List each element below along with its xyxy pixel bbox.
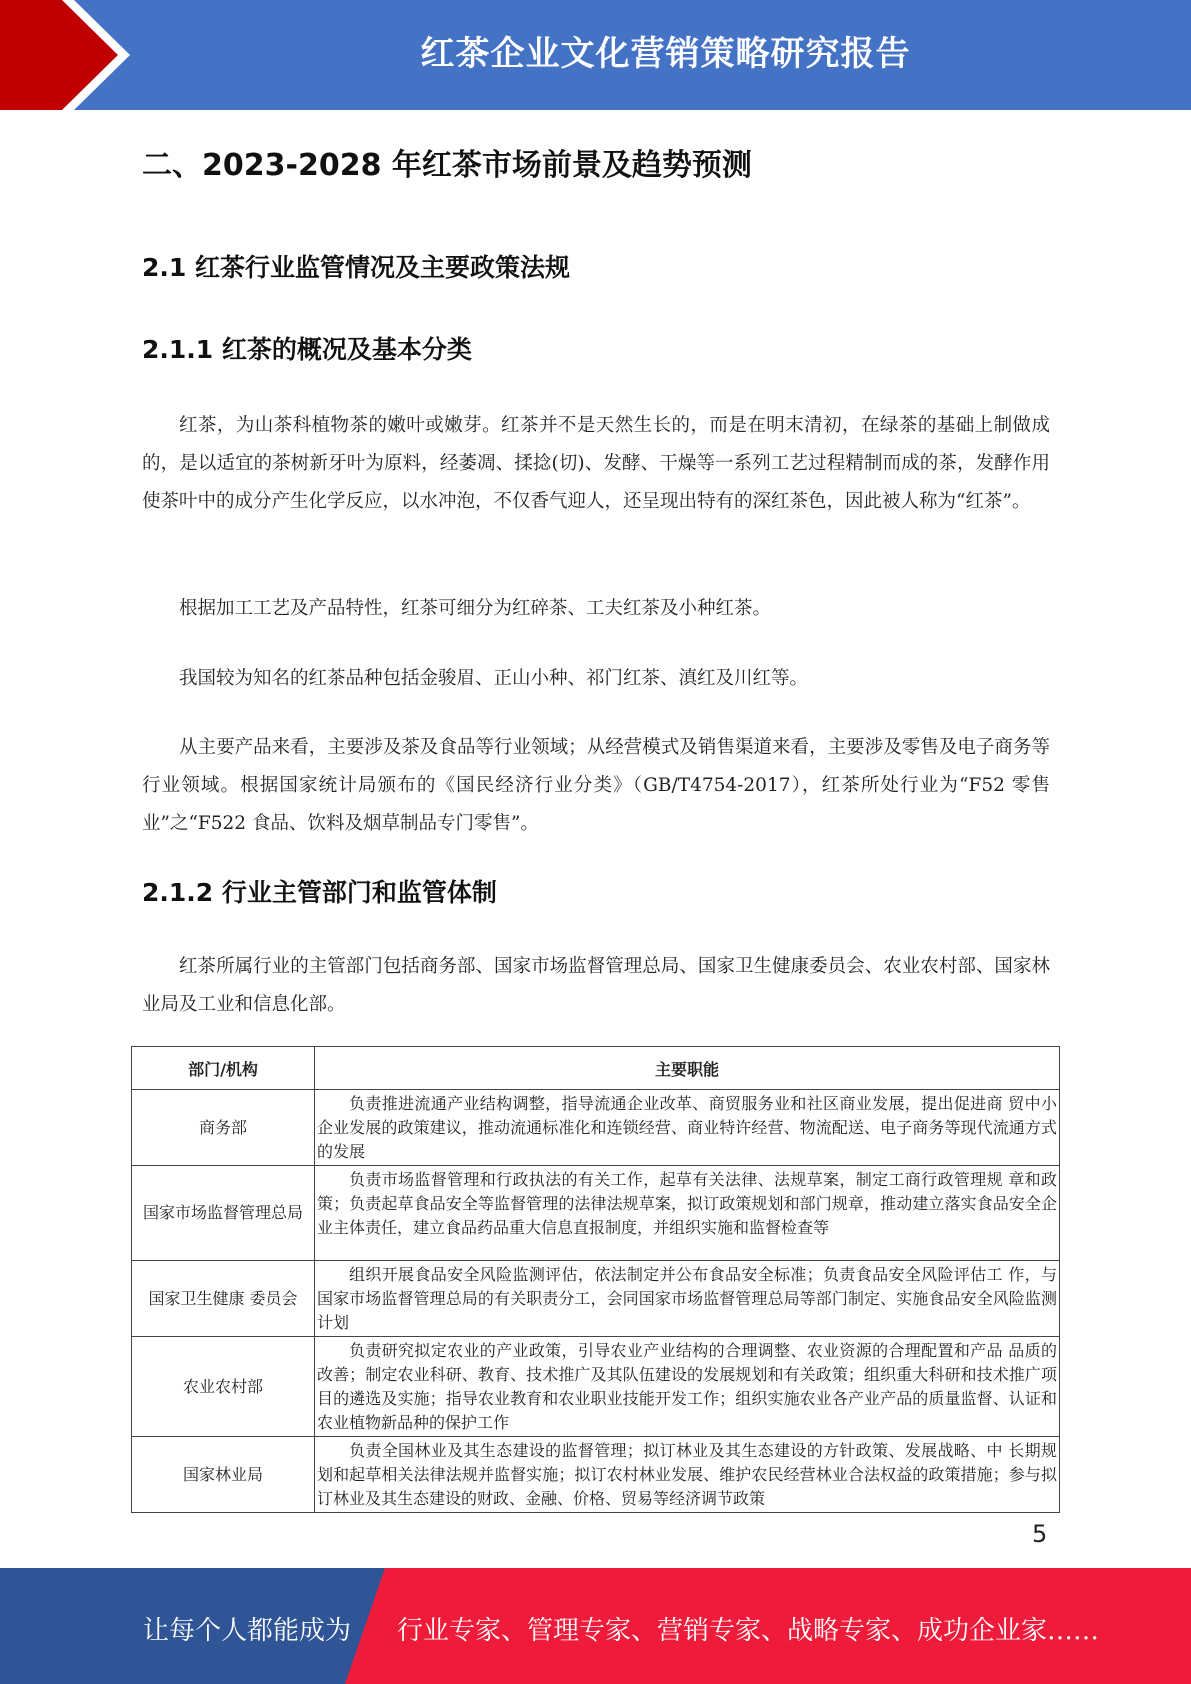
paragraph: 红茶，为山茶科植物茶的嫩叶或嫩芽。红茶并不是天然生长的，而是在明末清初，在绿茶的基础上制做成的，是以适宜的茶树新牙叶为原料，经萎凋、揉捻(切)、发酵、干燥等一系列工艺过程精制而成的茶，发酵作用使茶叶中的成分产生化学反应，以水冲泡，不仅香气迎人，还呈现出特有的深红茶色，因此被人称为“红茶”。 <box>142 415 1050 512</box>
subsection-2-1-heading: 2.1 红茶行业监管情况及主要政策法规 <box>142 253 570 282</box>
header-banner <box>0 0 1191 110</box>
duty-cell: 组织开展食品安全风险监测评估，依法制定并公布食品安全标准；负责食品安全风险评估工 作，与国家市场监督管理总局的有关职责分工，会同国家市场监督管理总局等部门制定、实施食品安全风险监测计划 <box>315 1261 1060 1337</box>
paragraph: 根据加工工艺及产品特性，红茶可细分为红碎茶、工夫红茶及小种红茶。 <box>179 598 772 619</box>
duty-cell: 负责研究拟定农业的产业政策，引导农业产业结构的合理调整、农业资源的合理配置和产品 品质的改善；制定农业科研、教育、技术推广及其队伍建设的发展规划和有关政策；组织重大科研和技术推广项目的遴选及实施；指导农业教育和农业职业技能开发工作；组织实施农业各产业产品的质量监督、认证和农业植物新品种的保护工作 <box>315 1337 1060 1437</box>
section-title: 二、2023-2028 年红茶市场前景及趋势预测 <box>142 148 752 183</box>
paragraph: 从主要产品来看，主要涉及茶及食品等行业领域；从经营模式及销售渠道来看，主要涉及零售及电子商务等行业领域。根据国家统计局颁布的《国民经济行业分类》（GB/T4754-2017），红茶所处行业为“F52 零售业”之“F522 食品、饮料及烟草制品专门零售”。 <box>142 737 1050 834</box>
report-title: 红茶企业文化营销策略研究报告 <box>420 34 911 74</box>
table-row <box>132 1261 1060 1337</box>
duty-cell: 负责全国林业及其生态建设的监督管理；拟订林业及其生态建设的方针政策、发展战略、中 长期规划和起草相关法律法规并监督实施；拟订农村林业发展、维护农民经营林业合法权益的政策措施；参与拟订林业及其生态建设的财政、金融、价格、贸易等经济调节政策 <box>315 1437 1060 1513</box>
duty-cell: 负责推进流通产业结构调整，指导流通企业改革、商贸服务业和社区商业发展，提出促进商 贸中小企业发展的政策建议，推动流通标准化和连锁经营、商业特许经营、物流配送、电子商务等现代流通方式的发展 <box>315 1090 1060 1166</box>
table-row <box>132 1337 1060 1437</box>
table-row <box>132 1437 1060 1513</box>
footer-banner <box>0 1568 1191 1684</box>
footer-slogan-right: 行业专家、管理专家、营销专家、战略专家、成功企业家…… <box>397 1616 1100 1646</box>
subsection-2-1-1-heading: 2.1.1 红茶的概况及基本分类 <box>142 335 472 364</box>
table-row <box>132 1166 1060 1261</box>
subsection-2-1-2-heading: 2.1.2 行业主管部门和监管体制 <box>142 878 497 907</box>
dept-cell: 国家卫生健康 委员会 <box>132 1261 315 1337</box>
column-header-duty: 主要职能 <box>315 1047 1060 1090</box>
dept-cell: 国家林业局 <box>132 1437 315 1513</box>
column-header-dept: 部门/机构 <box>132 1047 315 1090</box>
dept-cell: 农业农村部 <box>132 1337 315 1437</box>
paragraph: 我国较为知名的红茶品种包括金骏眉、正山小种、祁门红茶、滇红及川红等。 <box>179 668 809 689</box>
page-number: 5 <box>1032 1520 1048 1548</box>
dept-cell: 商务部 <box>132 1090 315 1166</box>
table-header-row <box>132 1047 1060 1090</box>
dept-cell: 国家市场监督管理总局 <box>132 1166 315 1261</box>
table-row <box>132 1090 1060 1166</box>
paragraph: 红茶所属行业的主管部门包括商务部、国家市场监督管理总局、国家卫生健康委员会、农业农村部、国家林业局及工业和信息化部。 <box>142 956 1050 1015</box>
footer-slogan-left: 让每个人都能成为 <box>143 1616 352 1646</box>
duty-cell: 负责市场监督管理和行政执法的有关工作，起草有关法律、法规草案，制定工商行政管理规 章和政策；负责起草食品安全等监督管理的法律法规草案，拟订政策规划和部门规章，推动建立落实食品安全企业主体责任，建立食品药品重大信息直报制度，并组织实施和监督检查等 <box>315 1166 1060 1261</box>
regulators-table <box>131 1046 1060 1513</box>
